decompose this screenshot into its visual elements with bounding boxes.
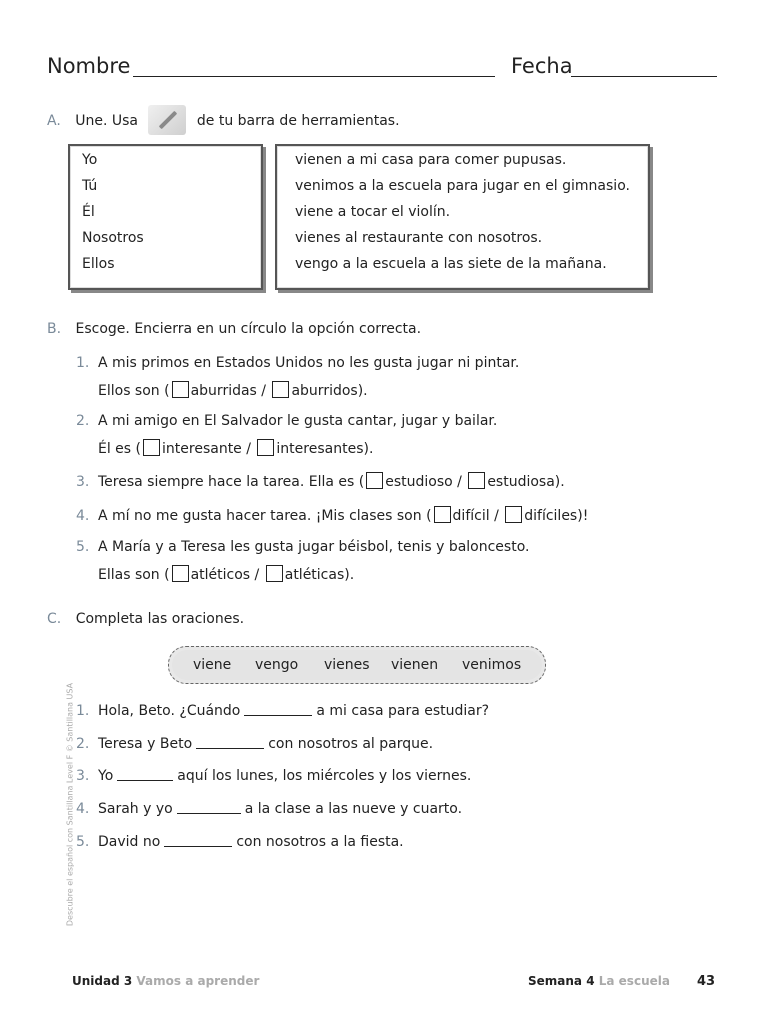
footer-unit: [72, 974, 259, 988]
option-checkbox[interactable]: [272, 381, 289, 398]
fill-blank-c2: [76, 736, 433, 752]
option-label: estudiosa).: [487, 474, 565, 490]
option-label: atléticos /: [190, 567, 260, 583]
item-number: 5.: [76, 834, 90, 850]
question-b5: [76, 539, 529, 555]
sentence-start: Sarah y yo: [98, 801, 173, 817]
fill-blank-c4: [76, 801, 462, 817]
word-bank-item: viene: [193, 657, 232, 673]
item-number: 2.: [76, 736, 90, 752]
section-a-letter: A.: [47, 113, 61, 129]
item-number: 1.: [76, 703, 90, 719]
option-label: interesantes).: [276, 441, 374, 457]
answer-prefix: Él es (: [98, 441, 142, 457]
question-text: A mi amigo en El Salvador le gusta cantar, jugar y bailar.: [98, 413, 498, 429]
answer-prefix: Teresa siempre hace la tarea. Ella es (: [98, 474, 365, 490]
option-checkbox[interactable]: [366, 472, 383, 489]
option-label: aburridos).: [291, 383, 368, 399]
subject-item[interactable]: Ellos: [82, 256, 115, 272]
option-label: estudioso /: [385, 474, 462, 490]
sentence-start: Yo: [98, 768, 114, 784]
sentence-end: a mi casa para estudiar?: [316, 703, 490, 719]
item-number: 4.: [76, 508, 90, 524]
option-checkbox[interactable]: [143, 439, 160, 456]
item-number: 3.: [76, 474, 90, 490]
fill-blank-c3: [76, 768, 471, 784]
predicates-box: [275, 144, 650, 290]
instruction-text: Escoge. Encierra en un círculo la opción correcta.: [75, 321, 422, 337]
word-bank: [168, 646, 546, 684]
sentence-start: Teresa y Beto: [98, 736, 193, 752]
page-number: 43: [697, 974, 716, 989]
section-b-instruction: [47, 321, 421, 337]
option-checkbox[interactable]: [172, 381, 189, 398]
answer-blank[interactable]: [177, 801, 241, 814]
item-number: 3.: [76, 768, 90, 784]
date-label: Fecha: [511, 54, 573, 78]
predicate-item[interactable]: vienen a mi casa para comer pupusas.: [295, 152, 567, 168]
week-label: Semana 4: [528, 974, 595, 988]
subject-item[interactable]: Yo: [82, 152, 98, 168]
answer-prefix: A mí no me gusta hacer tarea. ¡Mis clases son (: [98, 508, 432, 524]
fill-blank-c1: [76, 703, 489, 719]
word-bank-item: venimos: [462, 657, 522, 673]
question-b2: [76, 413, 497, 429]
option-checkbox[interactable]: [172, 565, 189, 582]
option-label: atléticas).: [284, 567, 355, 583]
sentence-end: con nosotros al parque.: [268, 736, 434, 752]
answer-blank[interactable]: [117, 768, 173, 781]
question-b3: [76, 472, 565, 490]
item-number: 1.: [76, 355, 90, 371]
subject-item[interactable]: Tú: [82, 178, 98, 194]
subject-item[interactable]: Él: [82, 204, 95, 220]
word-bank-item: vienes: [324, 657, 370, 673]
instruction-text: de tu barra de herramientas.: [196, 113, 400, 129]
option-checkbox[interactable]: [266, 565, 283, 582]
copyright-side-note: Descubre el español con Santillana Level F © Santillana USA: [65, 682, 75, 927]
name-label: Nombre: [47, 54, 131, 78]
item-number: 2.: [76, 413, 90, 429]
footer-week: [528, 974, 670, 988]
sentence-start: David no: [98, 834, 161, 850]
instruction-text: Une. Usa: [75, 113, 138, 129]
option-label: interesante /: [162, 441, 251, 457]
sentence-end: a la clase a las nueve y cuarto.: [244, 801, 463, 817]
sentence-end: con nosotros a la fiesta.: [236, 834, 404, 850]
item-number: 4.: [76, 801, 90, 817]
question-b1: [76, 355, 519, 371]
answer-prefix: Ellos son (: [98, 383, 170, 399]
word-bank-item: vienen: [391, 657, 439, 673]
predicate-item[interactable]: viene a tocar el violín.: [295, 204, 451, 220]
header-row: [47, 54, 717, 80]
answer-prefix: Ellas son (: [98, 567, 170, 583]
question-b4: [76, 506, 588, 524]
date-field[interactable]: [571, 76, 717, 77]
section-c-letter: C.: [47, 611, 62, 627]
sentence-start: Hola, Beto. ¿Cuándo: [98, 703, 241, 719]
name-field[interactable]: [133, 76, 495, 77]
option-label: difíciles)!: [524, 508, 589, 524]
subject-item[interactable]: Nosotros: [82, 230, 144, 246]
answer-blank[interactable]: [244, 703, 312, 716]
item-number: 5.: [76, 539, 90, 555]
section-c-instruction: [47, 611, 244, 627]
week-title: La escuela: [598, 974, 670, 988]
pencil-icon[interactable]: [148, 105, 186, 135]
section-b-letter: B.: [47, 321, 62, 337]
instruction-text: Completa las oraciones.: [75, 611, 245, 627]
option-label: difícil /: [452, 508, 499, 524]
answer-line-b1: [98, 381, 368, 399]
answer-line-b2: [98, 439, 373, 457]
question-text: A María y a Teresa les gusta jugar béisbol, tenis y baloncesto.: [98, 539, 530, 555]
section-a-instruction: [47, 105, 400, 135]
predicate-item[interactable]: venimos a la escuela para jugar en el gimnasio.: [295, 178, 630, 194]
option-checkbox[interactable]: [505, 506, 522, 523]
unit-title: Vamos a aprender: [136, 974, 260, 988]
unit-label: Unidad 3: [72, 974, 133, 988]
answer-line-b5: [98, 565, 354, 583]
predicate-item[interactable]: vienes al restaurante con nosotros.: [295, 230, 543, 246]
answer-blank[interactable]: [196, 736, 264, 749]
option-label: aburridas /: [190, 383, 267, 399]
fill-blank-c5: [76, 834, 404, 850]
option-checkbox[interactable]: [257, 439, 274, 456]
subjects-box: [68, 144, 263, 290]
option-checkbox[interactable]: [434, 506, 451, 523]
option-checkbox[interactable]: [468, 472, 485, 489]
question-text: A mis primos en Estados Unidos no les gusta jugar ni pintar.: [98, 355, 520, 371]
answer-blank[interactable]: [164, 834, 232, 847]
predicate-item[interactable]: vengo a la escuela a las siete de la mañana.: [295, 256, 607, 272]
sentence-end: aquí los lunes, los miércoles y los viernes.: [177, 768, 472, 784]
word-bank-item: vengo: [255, 657, 299, 673]
